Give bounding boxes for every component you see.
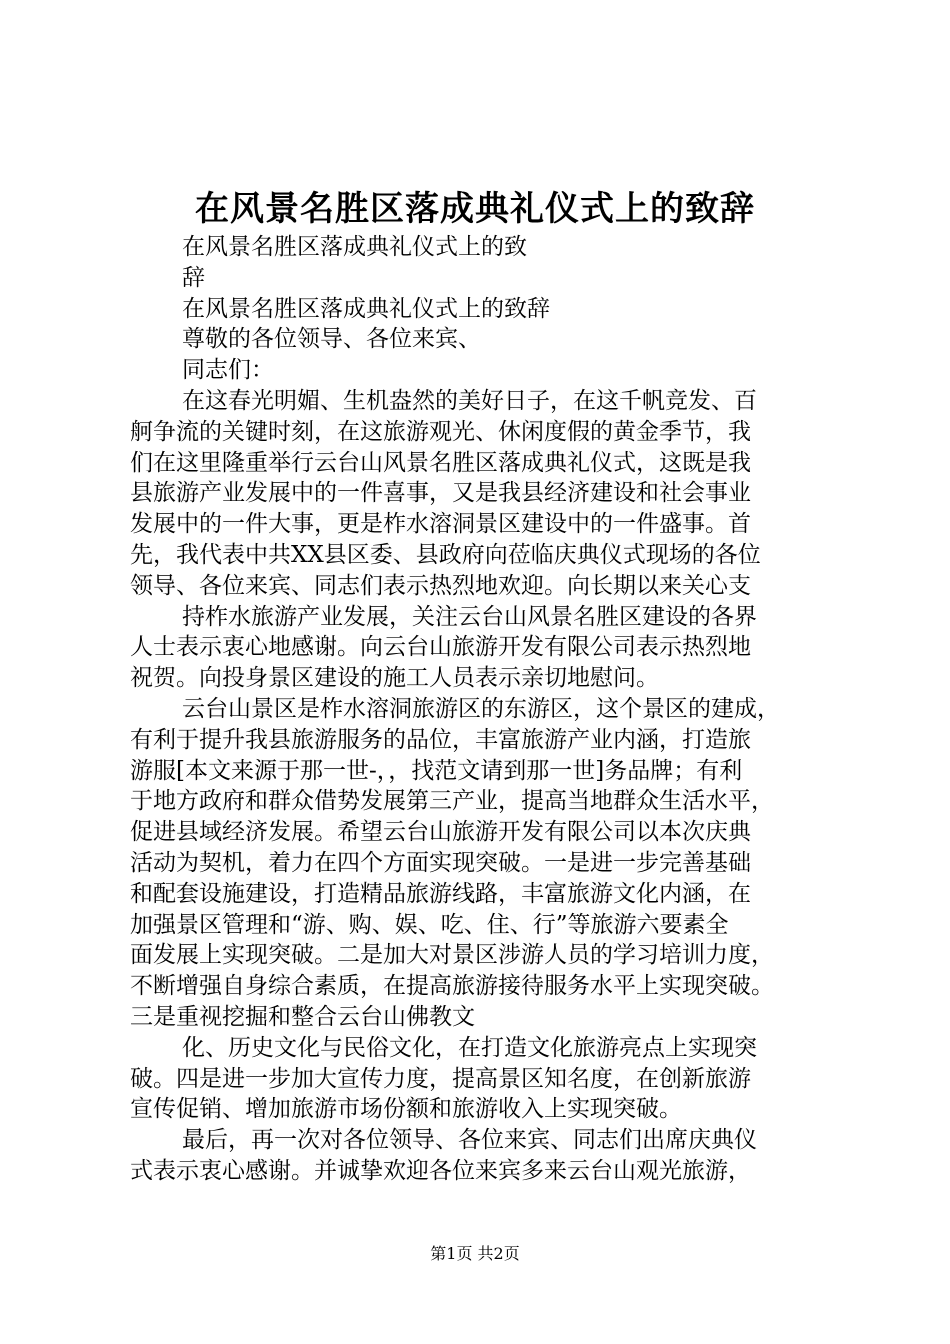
paragraph-line: 发展中的一件大事，更是柞水溶洞景区建设中的一件盛事。首 (130, 511, 751, 538)
paragraph-line: 活动为契机，着力在四个方面实现突破。一是进一步完善基础 (130, 849, 751, 876)
paragraph-line: 和配套设施建设，打造精品旅游线路，丰富旅游文化内涵，在 (130, 880, 751, 907)
paragraph-line: 不断增强自身综合素质，在提高旅游接待服务水平上实现突破。 (130, 973, 774, 1000)
salutation-line: 尊敬的各位领导、各位来宾、 (182, 326, 481, 353)
paragraph-line: 舸争流的关键时刻，在这旅游观光、休闲度假的黄金季节，我 (130, 418, 751, 445)
paragraph-line: 于地方政府和群众借势发展第三产业，提高当地群众生活水平， (130, 788, 774, 815)
paragraph-line: 先，我代表中共XX县区委、县政府向莅临庆典仪式现场的各位 (130, 541, 761, 568)
paragraph-line: 持柞水旅游产业发展，关注云台山风景名胜区建设的各界 (182, 603, 757, 630)
paragraph-line: 县旅游产业发展中的一件喜事，又是我县经济建设和社会事业 (130, 480, 751, 507)
text-line: 辞 (182, 264, 205, 291)
paragraph-line: 祝贺。向投身景区建设的施工人员表示亲切地慰问。 (130, 665, 659, 692)
paragraph-line: 化、历史文化与民俗文化，在打造文化旅游亮点上实现突 (182, 1034, 757, 1061)
page-number-footer: 第1页 共2页 (430, 1244, 520, 1263)
paragraph-line: 有利于提升我县旅游服务的品位，丰富旅游产业内涵，打造旅 (130, 726, 751, 753)
document-body (130, 232, 850, 1187)
paragraph-line: 破。四是进一步加大宣传力度，提高景区知名度，在创新旅游 (130, 1065, 751, 1092)
paragraph-line: 领导、各位来宾、同志们表示热烈地欢迎。向长期以来关心支 (130, 572, 751, 599)
paragraph-line: 游服[本文来源于那一世-，，找范文请到那一世]务品牌；有利 (130, 757, 743, 784)
paragraph-line: 式表示衷心感谢。并诚挚欢迎各位来宾多来云台山观光旅游， (130, 1157, 751, 1184)
paragraph-line: 人士表示衷心地感谢。向云台山旅游开发有限公司表示热烈地 (130, 634, 751, 661)
paragraph-line: 加强景区管理和“游、购、娱、吃、住、行”等旅游六要素全 (130, 911, 729, 938)
salutation-line: 同志们： (182, 357, 274, 384)
paragraph-line: 们在这里隆重举行云台山风景名胜区落成典礼仪式，这既是我 (130, 449, 751, 476)
document-title: 在风景名胜区落成典礼仪式上的致辞 (195, 189, 755, 229)
text-line: 在风景名胜区落成典礼仪式上的致辞 (182, 295, 550, 322)
paragraph-line: 在这春光明媚、生机盎然的美好日子，在这千帆竞发、百 (182, 387, 757, 414)
paragraph-line: 云台山景区是柞水溶洞旅游区的东游区，这个景区的建成， (182, 695, 780, 722)
paragraph-line: 宣传促销、增加旅游市场份额和旅游收入上实现突破。 (130, 1096, 682, 1123)
text-line: 在风景名胜区落成典礼仪式上的致 (182, 234, 527, 260)
paragraph-line: 促进县域经济发展。希望云台山旅游开发有限公司以本次庆典 (130, 819, 751, 846)
paragraph-line: 面发展上实现突破。二是加大对景区涉游人员的学习培训力度， (130, 942, 774, 969)
paragraph-line: 三是重视挖掘和整合云台山佛教文 (130, 1003, 475, 1030)
paragraph-line: 最后，再一次对各位领导、各位来宾、同志们出席庆典仪 (182, 1127, 757, 1154)
